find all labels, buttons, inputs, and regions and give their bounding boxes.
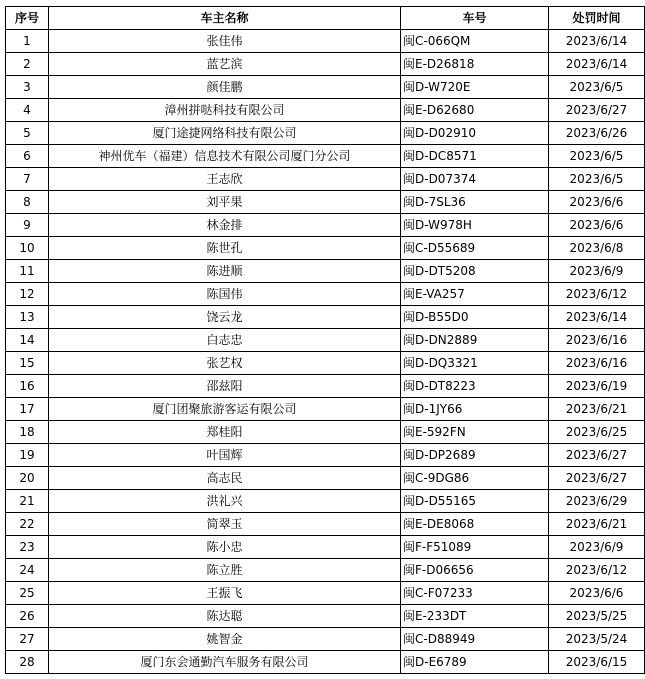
owner-name: 刘平果 (49, 191, 401, 214)
penalty-date: 2023/5/24 (549, 628, 645, 651)
owner-name: 神州优车（福建）信息技术有限公司厦门分公司 (49, 145, 401, 168)
penalty-date: 2023/6/12 (549, 559, 645, 582)
row-index: 14 (6, 329, 49, 352)
table-body (6, 30, 645, 674)
owner-name: 陈小忠 (49, 536, 401, 559)
table-row (6, 582, 645, 605)
penalty-date: 2023/6/21 (549, 513, 645, 536)
plate-number: 闽D-DT8223 (401, 375, 549, 398)
penalty-table (5, 6, 645, 674)
row-index: 6 (6, 145, 49, 168)
plate-number: 闽D-DN2889 (401, 329, 549, 352)
plate-number: 闽E-592FN (401, 421, 549, 444)
owner-name: 陈立胜 (49, 559, 401, 582)
plate-number: 闽D-DQ3321 (401, 352, 549, 375)
plate-number: 闽D-DC8571 (401, 145, 549, 168)
table-row (6, 99, 645, 122)
owner-name: 蓝艺滨 (49, 53, 401, 76)
plate-number: 闽F-D06656 (401, 559, 549, 582)
penalty-date: 2023/6/6 (549, 582, 645, 605)
owner-name: 郑桂阳 (49, 421, 401, 444)
plate-number: 闽E-D26818 (401, 53, 549, 76)
owner-name: 简翠玉 (49, 513, 401, 536)
owner-name: 陈进顺 (49, 260, 401, 283)
table-row (6, 283, 645, 306)
penalty-date: 2023/6/14 (549, 30, 645, 53)
table-row (6, 53, 645, 76)
penalty-date: 2023/6/27 (549, 99, 645, 122)
penalty-date: 2023/6/15 (549, 651, 645, 674)
plate-number: 闽C-9DG86 (401, 467, 549, 490)
owner-name: 高志民 (49, 467, 401, 490)
header-index: 序号 (6, 7, 49, 30)
penalty-date: 2023/6/29 (549, 490, 645, 513)
row-index: 20 (6, 467, 49, 490)
table-row (6, 352, 645, 375)
penalty-date: 2023/6/6 (549, 191, 645, 214)
table-row (6, 421, 645, 444)
penalty-date: 2023/6/19 (549, 375, 645, 398)
plate-number: 闽C-D55689 (401, 237, 549, 260)
table-row (6, 536, 645, 559)
plate-number: 闽D-W720E (401, 76, 549, 99)
table-row (6, 605, 645, 628)
row-index: 7 (6, 168, 49, 191)
owner-name: 漳州拼哒科技有限公司 (49, 99, 401, 122)
plate-number: 闽D-D07374 (401, 168, 549, 191)
table-row (6, 490, 645, 513)
owner-name: 饶云龙 (49, 306, 401, 329)
owner-name: 张艺权 (49, 352, 401, 375)
row-index: 22 (6, 513, 49, 536)
table-row (6, 398, 645, 421)
row-index: 12 (6, 283, 49, 306)
owner-name: 陈世孔 (49, 237, 401, 260)
plate-number: 闽D-DP2689 (401, 444, 549, 467)
row-index: 27 (6, 628, 49, 651)
plate-number: 闽D-DT5208 (401, 260, 549, 283)
owner-name: 白志忠 (49, 329, 401, 352)
owner-name: 叶国辉 (49, 444, 401, 467)
owner-name: 王振飞 (49, 582, 401, 605)
table-row (6, 214, 645, 237)
table-row (6, 76, 645, 99)
row-index: 28 (6, 651, 49, 674)
row-index: 24 (6, 559, 49, 582)
plate-number: 闽D-1JY66 (401, 398, 549, 421)
owner-name: 邵兹阳 (49, 375, 401, 398)
header-owner-name: 车主名称 (49, 7, 401, 30)
penalty-date: 2023/6/16 (549, 352, 645, 375)
table-row (6, 467, 645, 490)
plate-number: 闽D-W978H (401, 214, 549, 237)
owner-name: 陈国伟 (49, 283, 401, 306)
plate-number: 闽E-D62680 (401, 99, 549, 122)
plate-number: 闽E-VA257 (401, 283, 549, 306)
table-row (6, 559, 645, 582)
plate-number: 闽E-DE8068 (401, 513, 549, 536)
table-row (6, 444, 645, 467)
row-index: 19 (6, 444, 49, 467)
penalty-date: 2023/6/9 (549, 260, 645, 283)
table-row (6, 30, 645, 53)
plate-number: 闽D-E6789 (401, 651, 549, 674)
penalty-date: 2023/6/9 (549, 536, 645, 559)
penalty-date: 2023/6/6 (549, 214, 645, 237)
penalty-date: 2023/6/8 (549, 237, 645, 260)
table-row (6, 237, 645, 260)
plate-number: 闽C-D88949 (401, 628, 549, 651)
plate-number: 闽D-B55D0 (401, 306, 549, 329)
owner-name: 王志欣 (49, 168, 401, 191)
table-row (6, 145, 645, 168)
penalty-date: 2023/6/26 (549, 122, 645, 145)
row-index: 18 (6, 421, 49, 444)
penalty-date: 2023/6/5 (549, 145, 645, 168)
plate-number: 闽C-F07233 (401, 582, 549, 605)
table-row (6, 260, 645, 283)
header-penalty-date: 处罚时间 (549, 7, 645, 30)
penalty-date: 2023/6/16 (549, 329, 645, 352)
row-index: 1 (6, 30, 49, 53)
table-row (6, 513, 645, 536)
penalty-date: 2023/6/21 (549, 398, 645, 421)
header-plate-number: 车号 (401, 7, 549, 30)
row-index: 15 (6, 352, 49, 375)
penalty-date: 2023/6/27 (549, 444, 645, 467)
penalty-date: 2023/6/5 (549, 168, 645, 191)
row-index: 13 (6, 306, 49, 329)
penalty-date: 2023/6/27 (549, 467, 645, 490)
plate-number: 闽D-7SL36 (401, 191, 549, 214)
owner-name: 张佳伟 (49, 30, 401, 53)
table-row (6, 651, 645, 674)
row-index: 9 (6, 214, 49, 237)
table-row (6, 628, 645, 651)
owner-name: 厦门东会通勤汽车服务有限公司 (49, 651, 401, 674)
owner-name: 厦门途捷网络科技有限公司 (49, 122, 401, 145)
table-row (6, 306, 645, 329)
plate-number: 闽C-066QM (401, 30, 549, 53)
row-index: 3 (6, 76, 49, 99)
row-index: 23 (6, 536, 49, 559)
penalty-date: 2023/5/25 (549, 605, 645, 628)
row-index: 2 (6, 53, 49, 76)
plate-number: 闽D-D02910 (401, 122, 549, 145)
table-row (6, 168, 645, 191)
owner-name: 林金排 (49, 214, 401, 237)
row-index: 17 (6, 398, 49, 421)
row-index: 5 (6, 122, 49, 145)
owner-name: 姚智金 (49, 628, 401, 651)
penalty-date: 2023/6/5 (549, 76, 645, 99)
header-row (6, 7, 645, 30)
row-index: 11 (6, 260, 49, 283)
row-index: 26 (6, 605, 49, 628)
row-index: 16 (6, 375, 49, 398)
row-index: 25 (6, 582, 49, 605)
penalty-date: 2023/6/14 (549, 306, 645, 329)
row-index: 21 (6, 490, 49, 513)
table-row (6, 122, 645, 145)
owner-name: 颜佳鹏 (49, 76, 401, 99)
owner-name: 厦门团聚旅游客运有限公司 (49, 398, 401, 421)
row-index: 8 (6, 191, 49, 214)
table-row (6, 191, 645, 214)
plate-number: 闽F-F51089 (401, 536, 549, 559)
penalty-date: 2023/6/12 (549, 283, 645, 306)
table-row (6, 329, 645, 352)
row-index: 10 (6, 237, 49, 260)
penalty-date: 2023/6/14 (549, 53, 645, 76)
owner-name: 陈达聪 (49, 605, 401, 628)
table-row (6, 375, 645, 398)
plate-number: 闽D-D55165 (401, 490, 549, 513)
plate-number: 闽E-233DT (401, 605, 549, 628)
penalty-date: 2023/6/25 (549, 421, 645, 444)
owner-name: 洪礼兴 (49, 490, 401, 513)
row-index: 4 (6, 99, 49, 122)
